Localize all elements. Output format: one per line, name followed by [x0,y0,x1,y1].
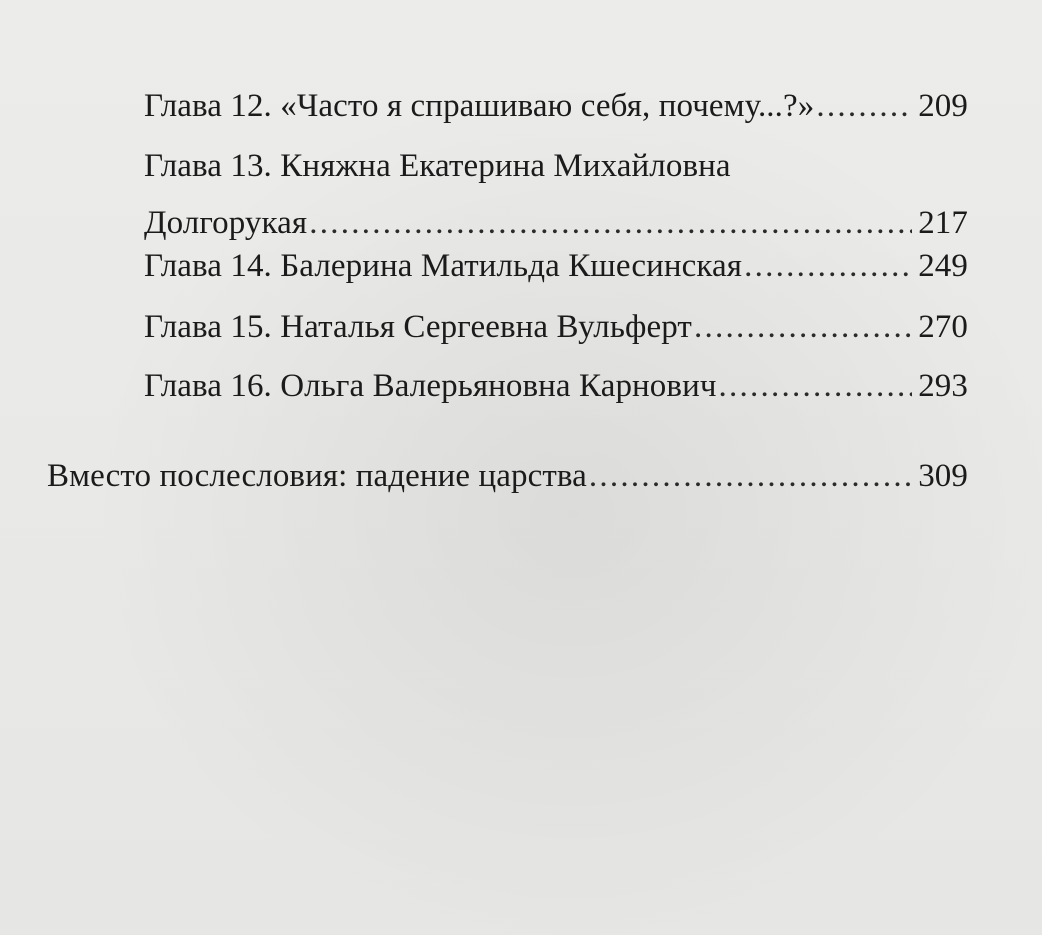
toc-leader-dots [719,365,913,407]
toc-entry-chapter-12 [144,85,968,127]
toc-entry-title-line-2: Долгорукая [144,205,308,241]
toc-entry-chapter-13 [144,145,968,244]
toc-leader-dots [694,306,912,348]
toc-leader-dots [589,455,912,497]
toc-page-number: 209 [918,88,968,124]
toc-entry-title: Глава 15. Наталья Сергеевна Вульферт [144,309,692,345]
toc-entry-chapter-14 [144,245,968,287]
toc-leader-dots [744,245,912,287]
toc-entry-title: Глава 16. Ольга Валерьяновна Карнович [144,368,717,404]
toc-page-number: 309 [918,458,968,494]
toc-entry-title: Глава 14. Балерина Матильда Кшесинская [144,248,743,284]
toc-entry-chapter-16 [144,365,968,407]
toc-page-number: 249 [918,248,968,284]
toc-page-number: 217 [918,205,968,241]
toc-entry-chapter-15 [144,306,968,348]
toc-leader-dots [816,85,912,127]
toc-page-number: 293 [918,368,968,404]
toc-leader-dots [309,202,912,244]
toc-entry-title-line-1: Глава 13. Княжна Екатерина Михайловна [144,148,731,184]
toc-page-number: 270 [918,309,968,345]
toc-entry-title: Вместо послесловия: падение царства [47,458,587,494]
toc-entry-title: Глава 12. «Часто я спрашиваю себя, почему...?» [144,88,815,124]
toc-entry-afterword [47,455,968,497]
